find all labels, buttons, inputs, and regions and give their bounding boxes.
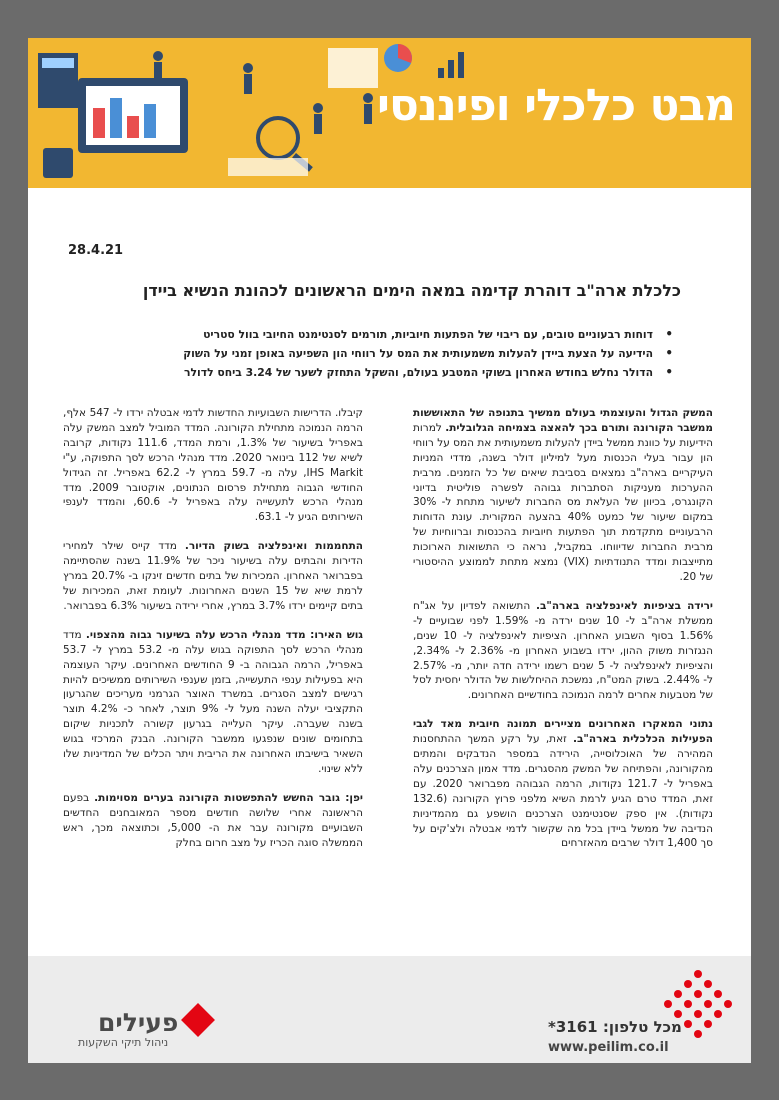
paragraph-lead: ירידה בציפיות לאינפלציה בארה"ב. (535, 599, 713, 612)
paragraph-body: למרות הידיעות על כוונת ממשל ביידן להעלות משמעותית את המס על רווחי הון עבור בעלי הכנסות מעל למיליון דולר בשנה, מדדי המניות העיקריים בארה"ב נמצאים בסביבת שיאים של כל הזמנים. מרבית ההערכות מעניקות הסתברות גבוהה לפשרה פוליטית בדיוני הקונגרס, בכיוון של העלאת מס החברות לשיעור מתחת ל- 30% במקום שיעור של כמעט 40% בהצעה המקורית. עונת הדוחות הרבעוניים מתקדמת תוך הפתעות חיוביות בהכנסות וברווחיות של מרבית החברות שדיווחו. במקביל, נראה כי התשואות הארוכות מתייצבות ומדד התנודתיות (VIX) נמצא מתחת לממוצע ההיסטורי של 20. (413, 421, 714, 583)
headline: כלכלת ארה"ב דוהרת קדימה במאה הימים הראשונים לכהונת הנשיא ביידן (142, 281, 681, 300)
bullet-item: • הדולר נחלש בחודש האחרון בשוקי המטבע בעולם, והשקל התחזק לשער של 3.24 ביחס לדולר (53, 363, 673, 382)
article-column-right (413, 406, 713, 865)
paragraph-lead: התחממות ואינפלציה בשוק הדיור. (184, 540, 363, 553)
paragraph (413, 717, 713, 851)
paragraph (63, 791, 363, 851)
paragraph (63, 539, 363, 614)
paragraph-body: קיבלו. הדרישות השבועיות החדשות לדמי אבטלה ירדו ל- 547 אלף, הרמה הנמוכה מתחילת הקורונה. המדד המוביל למצב המשק עלה באפריל בשיעור של 1.3%, ורמת המדד, 111.6 נקודות, קרובה לשיא של 112 בינואר 2020. מדד מנהלי הרכש לסך התפוקה, ע"י IHS Markit, עלה מ- 59.7 במרץ ל- 62.2 באפריל. זה הגידול החודשי הגבוה מתחילת פרסום הנתונים, אוקטובר 2009. מדד מנהלי הרכש לתעשייה עלה באפריל ל- 60.6, והמדד לענפי השירותים הגיע ל- 63.1. (63, 407, 364, 524)
summary-bullets (53, 325, 673, 382)
document-date: 28.4.21 (68, 243, 124, 258)
bullet-item: • הידיעה על הצעת ביידן להעלות משמעותית את המס על רווחי הון השפיעה באופן זמני על השוק (53, 344, 673, 363)
website-link[interactable]: www.peilim.co.il (548, 1040, 669, 1055)
paragraph (413, 406, 713, 585)
paragraph-body: מדד קייס שילר למחירי הדירות והבתים עלה בשיעור ניכר של 11.9% בשנה שהסתיימה בפברואר האחרון. המכירות של בתים חדשים זינקו ב- 20.7% במרץ לרמת שיא של 15 השנים האחרונות. לעומת זאת, המכירות של בתים קיימים ירדו 3.7% במרץ, אחרי ירידה בשיעור 6.3% בפברואר. (63, 540, 364, 612)
brand-tagline: ניהול תיקי השקעות (78, 1036, 169, 1049)
paragraph (63, 628, 363, 777)
paragraph-lead: נתוני המאקרו האחרונים מציירים תמונה חיובית מאד לגבי הפעילות הכלכלית בארה"ב. (413, 718, 714, 746)
paragraph-body: מדד מנהלי הרכש לסך התפוקה בגוש עלה מ- 53.2 במרץ ל- 53.7 באפריל, הרמה הגבוהה ב- 9 החודשים האחרונים. עיקר העוצמה היא בפעילות ענפי התעשייה, בזמן שענפי השירותים ממשיכים להיות רגישים למצב הסגרים. במשרד האוצר הגרמני מעריכים שהגרעון התקציבי יעלה השנה מעל ל- 9% תוצר, לאחר כ- 4.2% תוצר בשנה שעברה. עיקר העלייה בגרעון קשורה לתכניות שיקום בתחומים שונים שנפגעו ממשבר הקורונה. הבנק המרכזי בגוש השאיר בישיבתו האחרונה את הריבית ויתר הכלים של המדיניות שלו ללא שינוי. (63, 628, 363, 775)
paragraph (413, 599, 713, 703)
document-page (28, 38, 751, 1063)
paragraph-body: זאת, על רקע המשך ההתחסנות המהירה של האוכלוסייה, הירידה במספר הנדבקים והמתים מהקורונה, והפתיחה של המשק מהסגרים. מדד אמון הצרכנים עלה באפריל ל- 121.7 נקודות, הרמה הגבוהה מפברואר 2020. עם זאת, המדד טרם הגיע לרמת השיא מלפני פרוץ הקורונה (132.6 נקודות). אין ספק שסנטימנט הצרכנים הושפע גם מהמדיניות הנדיבה של ממשל ביידן בכל מה שקשור לדמי אבטלה ולצ'קים על סך 1,400 דולר שרבים מהאזרחים (413, 733, 713, 850)
paragraph-body: בפעם הראשונה אחרי שלושה חודשים מספר המאובחנים החדשים השבועיים מקורונה עבר את ה- 5,000, וכתוצאה מכך, ראש הממשלה סוגה הכריז על מצב חרום בחלק (63, 791, 363, 849)
paragraph-lead: יפן: גובר החשש להתפשטות הקורונה בערים מסוימות. (94, 791, 363, 804)
bullet-item: • דוחות רבעוניים טובים, עם ריבוי של הפתעות חיוביות, תורמים לסנטימנט החיובי בוול סטריט (53, 325, 673, 344)
paragraph (63, 406, 363, 525)
article-column-left (63, 406, 363, 864)
banner-title: מבט כלכלי ופיננסי (377, 80, 735, 131)
paragraph-body: התשואה לפדיון על אג"ח ממשלת ארה"ב ל- 10 שנים ירדה מ- 1.59% לפני שבועיים ל- 1.56% בסוף השבוע האחרון. הציפיות לאינפלציה ל- 10 שנים, הנגזרות משוק ההון, ירדו בשבוע האחרון מ- 2.36% ל- 2.34%, והציפיות לאינפלציה ל- 5 שנים רשמו ירידה חדה יותר, מ- 2.57% ל- 2.44%. בשוק המט"ח, נמשכת ההיחלשות של הדולר יחסית לסל של מטבעות אחרים לרמה הנמוכה בחודשיים האחרונים. (413, 599, 713, 702)
paragraph-lead: גוש האירו: מדד מנהלי הרכש עלה בשיעור גבוה מהצפוי. (85, 628, 363, 641)
header-banner (28, 38, 751, 188)
brand-name: פעילים (98, 1008, 179, 1037)
contact-phone: מכל טלפון: 3161* (548, 1018, 682, 1036)
paragraph-lead: המשק הגדול והעוצמתי בעולם ממשיך בתנופה של התאוששות ממשבר הקורונה ותורם בכך להאצה בצמיחה הגלובלית. (413, 407, 713, 434)
